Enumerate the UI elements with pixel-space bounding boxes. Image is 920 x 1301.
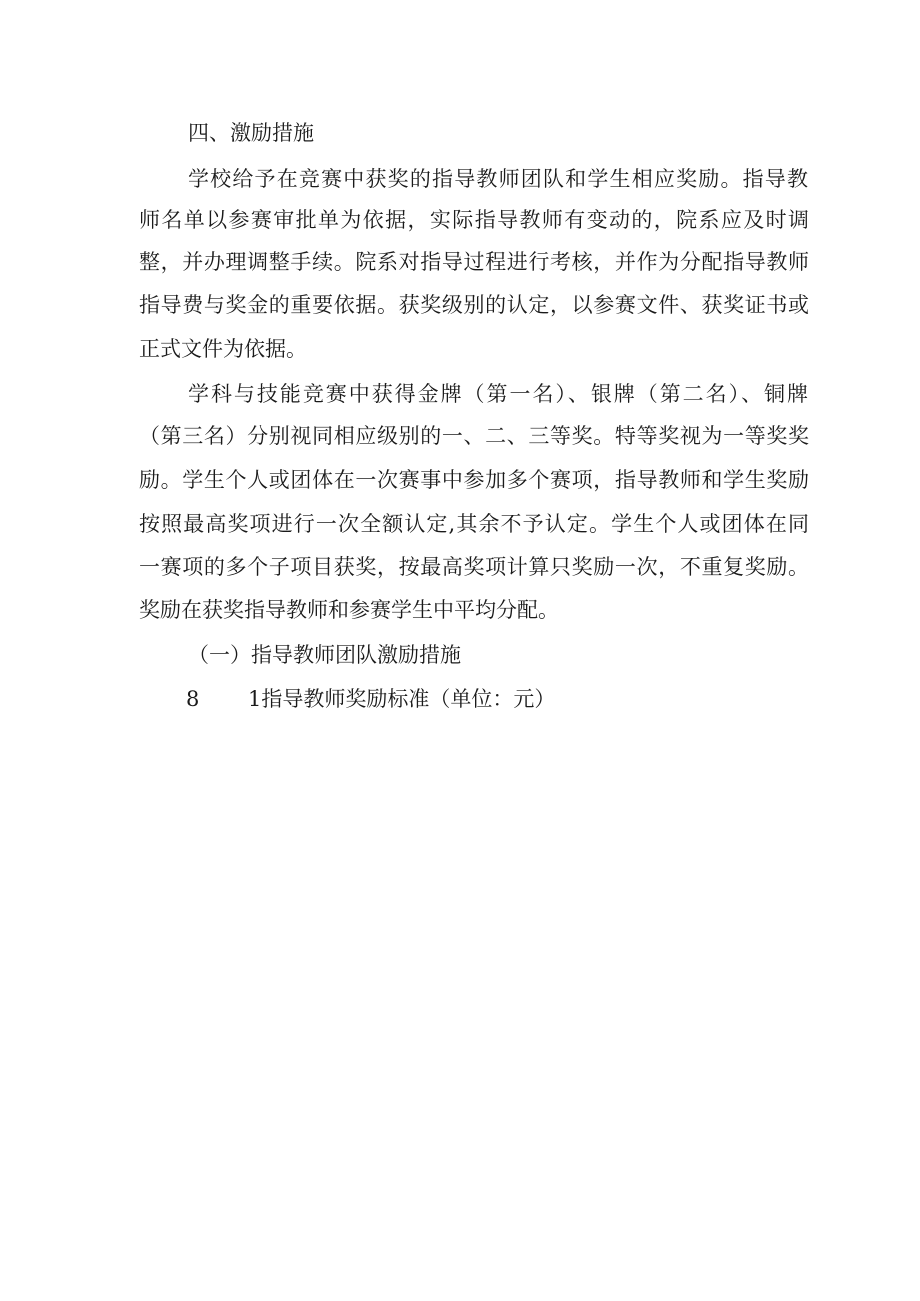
paragraph-line: （第三名）分别视同相应级别的一、二、三等奖。特等奖视为一等奖奖 [139, 424, 809, 448]
paragraph-line: 正式文件为依据。 [139, 337, 307, 361]
paragraph-line: 师名单以参赛审批单为依据，实际指导教师有变动的，院系应及时调 [139, 208, 809, 232]
paragraph-line: 按照最高奖项进行一次全额认定,其余不予认定。学生个人或团体在同 [139, 512, 809, 536]
paragraph-line: 整，并办理调整手续。院系对指导过程进行考核，并作为分配指导教师 [139, 250, 809, 274]
table-caption [186, 685, 555, 713]
table-caption-text: 1指导教师奖励标准（单位：元） [248, 687, 556, 711]
paragraph-line: 学科与技能竞赛中获得金牌（第一名）、银牌（第二名）、铜牌 [188, 382, 808, 406]
table-caption-number: 8 [186, 687, 200, 711]
section-heading: 四、激励措施 [188, 121, 314, 145]
paragraph-line: 励。学生个人或团体在一次赛事中参加多个赛项，指导教师和学生奖励 [139, 468, 809, 492]
sub-heading: （一）指导教师团队激励措施 [188, 643, 461, 667]
paragraph-line: 学校给予在竞赛中获奖的指导教师团队和学生相应奖励。指导教 [188, 167, 808, 191]
paragraph-line: 奖励在获奖指导教师和参赛学生中平均分配。 [139, 598, 559, 622]
paragraph-line: 指导费与奖金的重要依据。获奖级别的认定，以参赛文件、获奖证书或 [139, 293, 809, 317]
paragraph-line: 一赛项的多个子项目获奖，按最高奖项计算只奖励一次，不重复奖励。 [139, 555, 809, 579]
